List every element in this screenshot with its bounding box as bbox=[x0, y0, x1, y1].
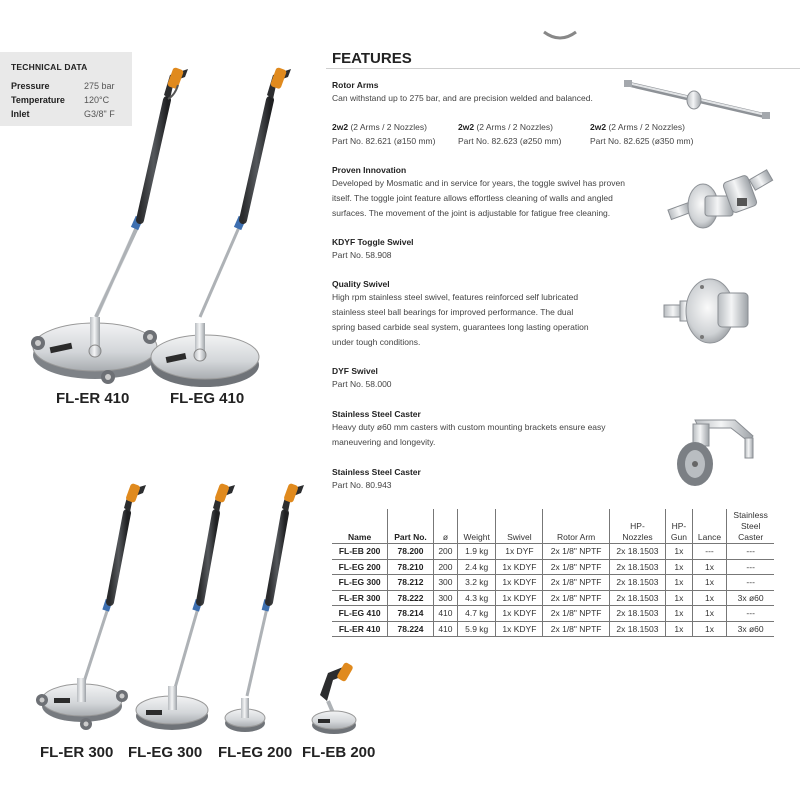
table-cell: 1x bbox=[666, 621, 693, 637]
product-image-fl-eg-410 bbox=[150, 55, 320, 390]
table-cell: 300 bbox=[433, 575, 457, 591]
col-header: Weight bbox=[458, 509, 496, 544]
table-cell: 1x bbox=[666, 606, 693, 622]
table-cell: 1x bbox=[666, 559, 693, 575]
table-cell: --- bbox=[727, 575, 774, 591]
header-line: HP- bbox=[671, 521, 687, 531]
tech-value: 120°C bbox=[84, 95, 110, 105]
caster2-part: Part No. 80.943 bbox=[332, 480, 392, 490]
table-cell: 5.9 kg bbox=[458, 621, 496, 637]
caster-image bbox=[665, 412, 765, 492]
rotor-arm-image bbox=[622, 76, 772, 126]
table-cell: 2x 18.1503 bbox=[609, 575, 665, 591]
table-cell: FL-EG 300 bbox=[332, 575, 388, 591]
table-row bbox=[332, 559, 774, 575]
table-cell: 78.210 bbox=[388, 559, 433, 575]
caster-text bbox=[332, 420, 606, 450]
table-cell: 3.2 kg bbox=[458, 575, 496, 591]
table-cell: FL-ER 300 bbox=[332, 590, 388, 606]
table-cell: 2x 18.1503 bbox=[609, 559, 665, 575]
proven-innovation-text bbox=[332, 176, 625, 221]
table-cell: 3x ø60 bbox=[727, 590, 774, 606]
table-cell: 1x bbox=[666, 590, 693, 606]
product-label: FL-EG 300 bbox=[128, 744, 203, 761]
tech-label: Pressure bbox=[11, 81, 50, 91]
table-cell: 2x 1/8" NPTF bbox=[543, 575, 609, 591]
table-cell: 2x 1/8" NPTF bbox=[543, 559, 609, 575]
product-label: FL-ER 300 bbox=[40, 744, 114, 761]
proven-innovation-heading: Proven Innovation bbox=[332, 165, 407, 175]
table-cell: 2x 1/8" NPTF bbox=[543, 606, 609, 622]
table-cell: FL-EB 200 bbox=[332, 544, 388, 560]
table-cell: 2x 1/8" NPTF bbox=[543, 621, 609, 637]
kdyf-heading: KDYF Toggle Swivel bbox=[332, 237, 414, 247]
model-name: 2w2 bbox=[332, 122, 349, 132]
model-part: Part No. 82.621 (ø150 mm) bbox=[332, 136, 436, 146]
divider bbox=[326, 68, 800, 69]
table-cell: --- bbox=[727, 544, 774, 560]
table-cell: 1x bbox=[666, 544, 693, 560]
table-cell: 2x 18.1503 bbox=[609, 621, 665, 637]
table-row bbox=[332, 590, 774, 606]
header-line: Stainless bbox=[733, 510, 768, 520]
table-cell: 200 bbox=[433, 559, 457, 575]
table-cell: 78.212 bbox=[388, 575, 433, 591]
table-cell: 1x KDYF bbox=[496, 590, 543, 606]
col-header bbox=[609, 509, 665, 544]
table-cell: 1x bbox=[692, 606, 727, 622]
table-cell: 1x bbox=[692, 590, 727, 606]
col-header: ø bbox=[433, 509, 457, 544]
text-line: Heavy duty ø60 mm casters with custom mounting brackets ensure easy bbox=[332, 422, 606, 432]
model-part: Part No. 82.625 (ø350 mm) bbox=[590, 136, 694, 146]
table-cell: 2x 18.1503 bbox=[609, 544, 665, 560]
rotor-model-1 bbox=[332, 120, 435, 148]
rotor-model-2 bbox=[458, 120, 561, 148]
table-cell: 1x DYF bbox=[496, 544, 543, 560]
table-cell: 1x bbox=[692, 575, 727, 591]
table-cell: 78.200 bbox=[388, 544, 433, 560]
table-cell: 1x bbox=[666, 575, 693, 591]
product-image-top-fragment bbox=[540, 30, 580, 42]
caster-heading: Stainless Steel Caster bbox=[332, 409, 421, 419]
product-label: FL-EB 200 bbox=[302, 744, 376, 761]
header-line: Steel bbox=[740, 521, 761, 531]
table-row bbox=[332, 621, 774, 637]
quality-swivel-heading: Quality Swivel bbox=[332, 279, 390, 289]
rotor-arms-heading: Rotor Arms bbox=[332, 80, 379, 90]
caster2-heading: Stainless Steel Caster bbox=[332, 467, 421, 477]
model-desc: (2 Arms / 2 Nozzles) bbox=[348, 122, 427, 132]
rotor-model-3 bbox=[590, 120, 693, 148]
table-cell: 1x KDYF bbox=[496, 621, 543, 637]
tech-value: G3/8" F bbox=[84, 109, 115, 119]
table-row bbox=[332, 575, 774, 591]
table-cell: 2x 1/8" NPTF bbox=[543, 590, 609, 606]
table-cell: 2x 18.1503 bbox=[609, 590, 665, 606]
text-line: under tough conditions. bbox=[332, 337, 421, 347]
model-part: Part No. 82.623 (ø250 mm) bbox=[458, 136, 562, 146]
table-cell: 1x KDYF bbox=[496, 575, 543, 591]
table-row bbox=[332, 544, 774, 560]
table-cell: FL-EG 200 bbox=[332, 559, 388, 575]
table-cell: 300 bbox=[433, 590, 457, 606]
table-cell: 410 bbox=[433, 606, 457, 622]
table-cell: 78.222 bbox=[388, 590, 433, 606]
header-line: HP- bbox=[630, 521, 645, 531]
dyf-swivel-image bbox=[662, 275, 762, 355]
col-header bbox=[666, 509, 693, 544]
rotor-arms-text: Can withstand up to 275 bar, and are precision welded and balanced. bbox=[332, 93, 593, 103]
kdyf-part: Part No. 58.908 bbox=[332, 250, 392, 260]
table-cell: 2x 18.1503 bbox=[609, 606, 665, 622]
model-name: 2w2 bbox=[458, 122, 475, 132]
text-line: itself. The toggle joint feature allows effortless cleaning of walls and angled bbox=[332, 193, 613, 203]
header-line: Gun bbox=[670, 532, 687, 542]
table-cell: 2.4 kg bbox=[458, 559, 496, 575]
text-line: spring based carbide seal system, guarantees long lasting operation bbox=[332, 322, 589, 332]
tech-label: Temperature bbox=[11, 95, 65, 105]
text-line: High rpm stainless steel swivel, features reinforced self lubricated bbox=[332, 292, 579, 302]
model-desc: (2 Arms / 2 Nozzles) bbox=[474, 122, 553, 132]
spec-table bbox=[332, 509, 774, 637]
table-cell: 1.9 kg bbox=[458, 544, 496, 560]
text-line: maneuvering and longevity. bbox=[332, 437, 436, 447]
dyf-part: Part No. 58.000 bbox=[332, 379, 392, 389]
table-cell: 4.3 kg bbox=[458, 590, 496, 606]
table-cell: 410 bbox=[433, 621, 457, 637]
model-name: 2w2 bbox=[590, 122, 607, 132]
table-cell: --- bbox=[727, 606, 774, 622]
technical-data-title: TECHNICAL DATA bbox=[11, 62, 88, 72]
header-line: Caster bbox=[738, 532, 764, 542]
table-cell: FL-ER 410 bbox=[332, 621, 388, 637]
table-cell: FL-EG 410 bbox=[332, 606, 388, 622]
table-cell: 200 bbox=[433, 544, 457, 560]
table-header-row bbox=[332, 509, 774, 544]
table-cell: 1x KDYF bbox=[496, 559, 543, 575]
text-line: stainless steel ball bearings for improved performance. The dual bbox=[332, 307, 574, 317]
text-line: Developed by Mosmatic and in service for years, the toggle swivel has proven bbox=[332, 178, 625, 188]
table-cell: 78.214 bbox=[388, 606, 433, 622]
product-label: FL-ER 410 bbox=[56, 390, 130, 407]
table-cell: 1x bbox=[692, 559, 727, 575]
quality-swivel-text bbox=[332, 290, 589, 350]
table-cell: 1x bbox=[692, 621, 727, 637]
toggle-swivel-image bbox=[665, 168, 780, 248]
table-body bbox=[332, 544, 774, 637]
dyf-heading: DYF Swivel bbox=[332, 366, 378, 376]
features-title: FEATURES bbox=[332, 50, 412, 67]
product-image-fl-eb-200 bbox=[300, 655, 370, 740]
table-cell: 3x ø60 bbox=[727, 621, 774, 637]
table-cell: 78.224 bbox=[388, 621, 433, 637]
col-header: Rotor Arm bbox=[543, 509, 609, 544]
col-header: Name bbox=[332, 509, 388, 544]
col-header: Swivel bbox=[496, 509, 543, 544]
text-line: surfaces. The movement of the joint is adjustable for fatigue free cleaning. bbox=[332, 208, 611, 218]
model-desc: (2 Arms / 2 Nozzles) bbox=[606, 122, 685, 132]
header-line: Nozzles bbox=[622, 532, 653, 542]
table-cell: 1x KDYF bbox=[496, 606, 543, 622]
table-row bbox=[332, 606, 774, 622]
table-cell: 4.7 kg bbox=[458, 606, 496, 622]
col-header: Lance bbox=[692, 509, 727, 544]
product-label: FL-EG 200 bbox=[218, 744, 293, 761]
table-cell: --- bbox=[692, 544, 727, 560]
col-header bbox=[727, 509, 774, 544]
table-cell: 2x 1/8" NPTF bbox=[543, 544, 609, 560]
col-header: Part No. bbox=[388, 509, 433, 544]
product-label: FL-EG 410 bbox=[170, 390, 245, 407]
table-cell: --- bbox=[727, 559, 774, 575]
tech-value: 275 bar bbox=[84, 81, 115, 91]
tech-label: Inlet bbox=[11, 109, 30, 119]
